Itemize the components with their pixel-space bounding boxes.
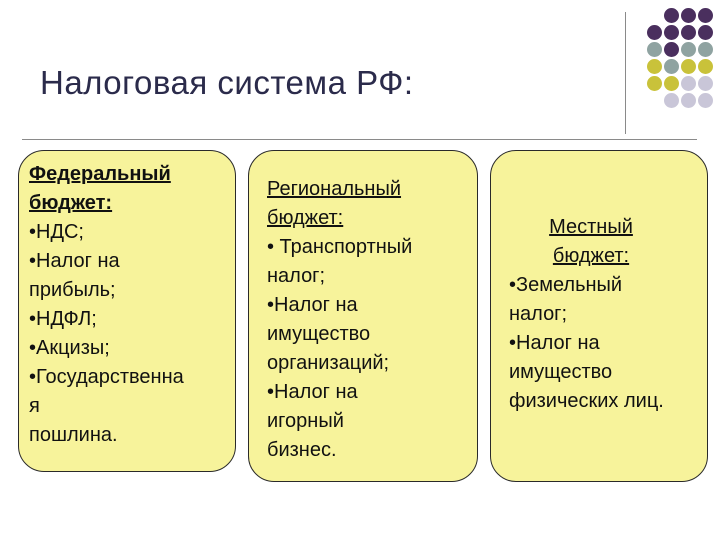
decorative-dot — [681, 25, 696, 40]
decorative-dot — [664, 76, 679, 91]
regional-budget-box — [248, 150, 478, 482]
decorative-dot — [664, 42, 679, 57]
local-tax-item: •Налог на имущество физических лиц. — [509, 332, 664, 412]
horizontal-divider — [22, 139, 697, 140]
federal-tax-item: •Налог на прибыль; — [29, 250, 120, 301]
federal-budget-box — [18, 150, 236, 472]
regional-tax-item: •Налог на имущество организаций; — [267, 294, 390, 374]
regional-tax-item: • Транспортный налог; — [267, 236, 413, 287]
regional-tax-item: •Налог на игорный бизнес. — [267, 381, 358, 461]
decorative-dot — [681, 76, 696, 91]
decorative-dot — [698, 25, 713, 40]
decorative-dot — [664, 25, 679, 40]
decorative-dot — [698, 42, 713, 57]
decorative-dot — [681, 42, 696, 57]
decorative-dot — [647, 59, 662, 74]
decorative-dot-grid — [630, 8, 720, 118]
federal-tax-item: •Акцизы; — [29, 337, 110, 359]
federal-budget-heading: Федеральный бюджет: — [29, 163, 171, 214]
decorative-dot — [698, 59, 713, 74]
local-budget-box — [490, 150, 708, 482]
federal-tax-item: •НДС; — [29, 221, 84, 243]
decorative-dot — [647, 42, 662, 57]
decorative-dot — [681, 59, 696, 74]
decorative-dot — [664, 93, 679, 108]
vertical-divider — [625, 12, 626, 134]
page-title: Налоговая система РФ: — [40, 64, 414, 101]
decorative-dot — [681, 8, 696, 23]
decorative-dot — [698, 8, 713, 23]
regional-budget-heading: Региональный бюджет: — [267, 178, 402, 229]
federal-tax-item: •Государственна я пошлина. — [29, 366, 184, 446]
federal-tax-item: •НДФЛ; — [29, 308, 97, 330]
local-budget-heading: Местный бюджет: — [549, 216, 633, 267]
decorative-dot — [647, 76, 662, 91]
decorative-dot — [698, 76, 713, 91]
decorative-dot — [681, 93, 696, 108]
decorative-dot — [698, 93, 713, 108]
decorative-dot — [647, 25, 662, 40]
decorative-dot — [664, 8, 679, 23]
local-tax-item: •Земельный налог; — [509, 274, 623, 325]
decorative-dot — [664, 59, 679, 74]
